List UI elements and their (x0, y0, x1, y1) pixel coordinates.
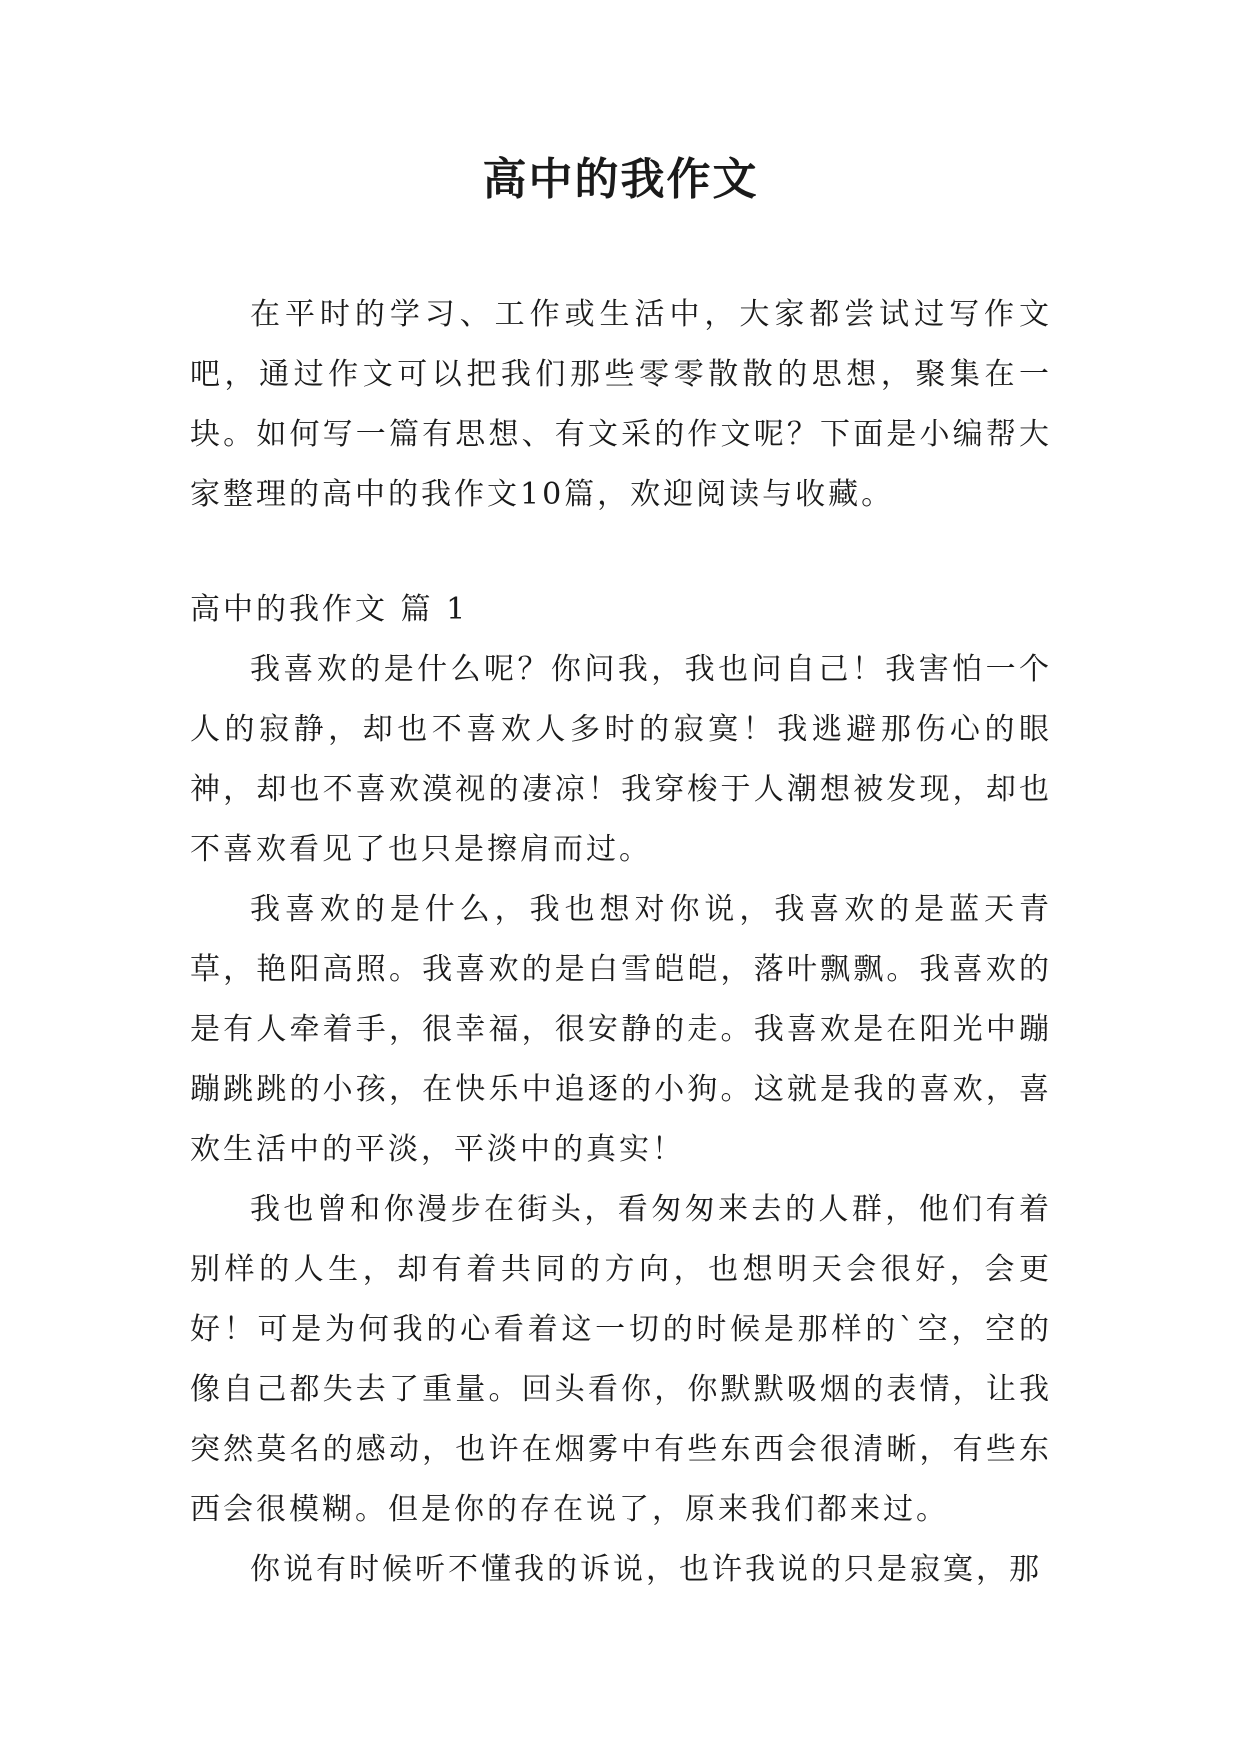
document-title: 高中的我作文 (482, 154, 759, 205)
essay-paragraph-4: 你说有时候听不懂我的诉说，也许我说的只是寂寞，那 (250, 1552, 1042, 1587)
essay-section-1 (190, 580, 1052, 1600)
intro-paragraph: 在平时的学习、工作或生活中，大家都尝试过写作文吧，通过作文可以把我们那些零零散散的思想，聚集在一块。如何写一篇有思想、有文采的作文呢？下面是小编帮大家整理的高中的我作文10篇，欢迎阅读与收藏。 (190, 297, 1052, 512)
essay-paragraph-1: 我喜欢的是什么呢？你问我，我也问自己！我害怕一个人的寂静，却也不喜欢人多时的寂寞！我逃避那伤心的眼神，却也不喜欢漠视的凄凉！我穿梭于人潮想被发现，却也不喜欢看见了也只是擦肩而过。 (190, 652, 1052, 867)
section-heading: 高中的我作文 篇 1 (190, 592, 469, 627)
essay-paragraph-2: 我喜欢的是什么，我也想对你说，我喜欢的是蓝天青草，艳阳高照。我喜欢的是白雪皑皑，落叶飘飘。我喜欢的是有人牵着手，很幸福，很安静的走。我喜欢是在阳光中蹦蹦跳跳的小孩，在快乐中追逐的小狗。这就是我的喜欢，喜欢生活中的平淡，平淡中的真实！ (190, 892, 1052, 1167)
essay-paragraph-3: 我也曾和你漫步在街头，看匆匆来去的人群，他们有着别样的人生，却有着共同的方向，也想明天会很好，会更好！可是为何我的心看着这一切的时候是那样的`空，空的像自己都失去了重量。回头看你，你默默吸烟的表情，让我突然莫名的感动，也许在烟雾中有些东西会很清晰，有些东西会很模糊。但是你的存在说了，原来我们都来过。 (190, 1192, 1052, 1527)
intro-block (190, 285, 1052, 525)
